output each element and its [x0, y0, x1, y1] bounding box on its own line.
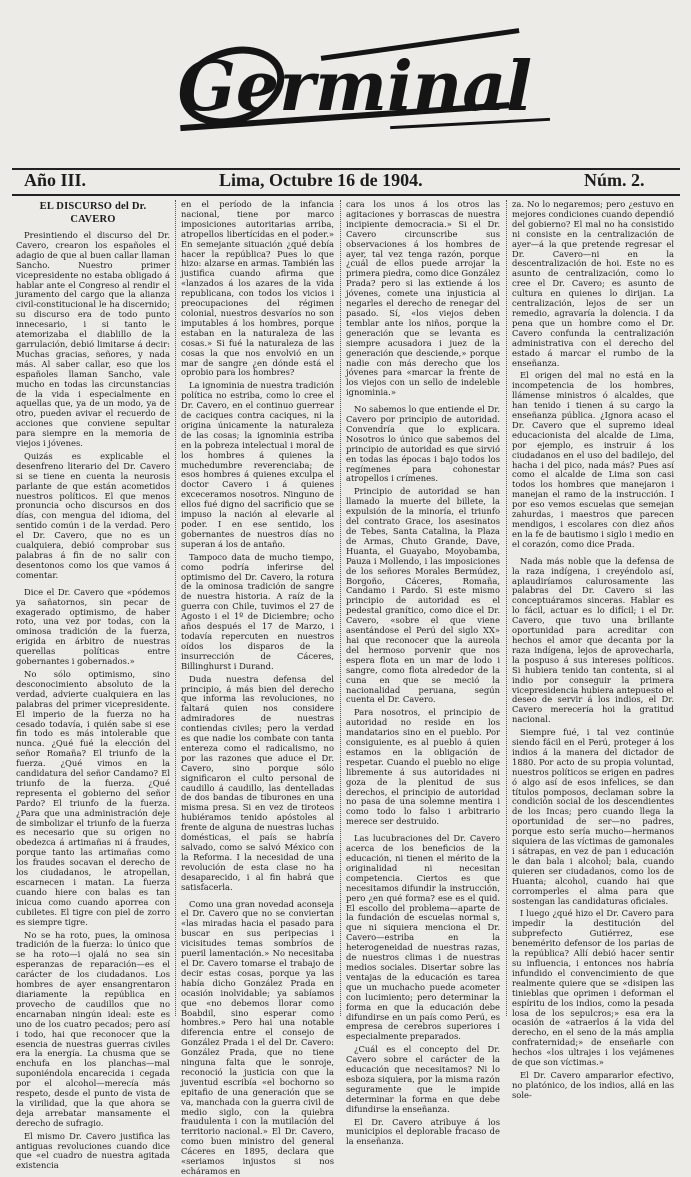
paragraph: Quizás es explicable el desenfreno literario del Dr. Cavero si se tiene en cuenta la neurosis parlante de que están acometidos nuestros políticos. El que menos pronuncia ocho discursos en dos días, con mengua del idioma, del sentido común i de la verdad. Pero el Dr. Cavero, que no es un cualquiera, debió comprobar sus palabras á fin de no salir con desentonos como los que vamos á comentar.: [16, 450, 170, 580]
paragraph: No sólo optimismo, sino desconocimiento absoluto de la verdad, advierte cualquiera en las palabras del primer vicepresidente. El imperio de la fuerza no ha cesado todavía, i quién sabe si ese fin todo es más intolerable que nunca. ¿Qué fué la elección del señor Romaña? El triunfo de la fuerza. ¿Qué vimos en la candidatura del señor Candamo? El triunfo de la fuerza. ¿Qué representa el gobierno del señor Pardo? El triunfo de la fuerza. ¿Para que una administración deje de simbolizar el triunfo de la fuerza es necesario que su origen no obedezca á artimañas ni á fraudes, porque tanto las artimañas como los fraudes socavan el derecho de los ciudadanos, le atropellan, escarnecen i matan. La fuerza cuando hiere con balas es tan inicua como cuando aporrea con cubiletes. El tigre con piel de zorro es siempre tigre.: [16, 668, 170, 927]
issue-number: Núm. 2.: [584, 170, 645, 190]
column-separator: [340, 200, 341, 1016]
paragraph: Duda nuestra defensa del principio, á más bien del derecho que informa las revoluciones, no faltará quien nos considere admiradores de nuestras contiendas civiles; pero la verdad es que nadie los combate con tanta entereza como el radicalismo, no por las razones que aduce el Dr. Cavero, sino porque sólo significaron el culto personal de caudillo á caudillo, las dentelladas de dos bandas de tiburones en una misma presa. Si en vez de tiroteos hubiéramos tenido apóstoles al frente de alguna de nuestras luchas domésticas, el país se habría salvado, como se salvó México con la Reforma. I la necesidad de una revolución de esta clase no ha desaparecido, i al fin habrá que satisfacerla.: [181, 673, 334, 892]
paragraph: Tampoco data de mucho tiempo, como podría inferirse del optimismo del Dr. Cavero, la rotura de la ominosa tradición de sangre de nuestra historia. A raíz de la guerra con Chile, tuvimos el 27 de Agosto i el 1º de Diciembre; ocho años después el 17 de Marzo, i todavía repercuten en nuestros oídos los disparos de la insurrección de Cáceres, Billinghurst i Durand.: [181, 551, 334, 671]
paragraph: Dice el Dr. Cavero que «pódemos ya sañatornos, sin pecar de exagerado optimismo, de haber roto, una vez por todas, con la ominosa tradición de la fuerza, erigida en árbitro de nuestras querellas políticas entre gobernantes i gobernados.»: [16, 586, 170, 667]
column-separator: [506, 200, 507, 1016]
paragraph: Nada más noble que la defensa de la raza indígena, i creyéndolo así, aplaudiríamos calurosamente las palabras del Dr. Cavero si las conceptuáramos sinceras. Hablar es lo fácil, actuar es lo difícil; i el Dr. Cavero, que tuvo una brillante oportunidad para acreditar con hechos el amor que decanta por la raza indígena, lejos de aprovecharla, la pospuso á sus intereses políticos. Si hubiera tenido tan contenta, si al indio por conseguir la primera vicepresidencia hubiera antepuesto el deseo de servir á los indios, el Dr. Cavero merecería hoi la gratitud nacional.: [512, 555, 674, 725]
paragraph: I luego ¿qué hizo el Dr. Cavero para impedir la destitución del subprefecto Gutiérrez, ese benemérito defensor de los parias de la república? Allí debió hacer sentir su influencia, i entonces nos habría infundido el convencimiento de que realmente quiere que se «disipen las tinieblas que oprimen i deforman el espíritu de los indios, como la pesada losa de los sepulcros;» esa era la ocasión de «atraerlos á la vida del derecho, en el seno de la más amplia confraternidad;» de enseñarle con hechos «los ultrajes i los vejámenes de que son víctimas.»: [512, 908, 674, 1068]
article-column-4: [512, 199, 674, 1100]
dateline: [14, 170, 678, 194]
article-column-2: [181, 199, 334, 1176]
paragraph: Para nosotros, el principio de autoridad no reside en los mandatarios sino en el pueblo. Por consiguiente, es al pueblo á quien estamos en la obligación de respetar. Cuando el pueblo no elige libremente á sus autoridades ni goza de la plenitud de sus derechos, el principio de autoridad no pasa de una solemne mentira i como todo lo falso i arbitrario merece ser destruido.: [346, 707, 500, 827]
article-column-3: [346, 199, 500, 1147]
paragraph: Siempre fué, i tal vez continúe siendo fácil en el Perú, proteger á los indios á la manera del dictador de 1880. Por acto de su propia voluntad, nuestros políticos se erigen en padres ó algo así de esos infelices, se dan títulos pomposos, declaman sobre la condición social de los descendientes de los Incas; pero cuando llega la oportunidad de ser—no padres, porque esto sería mucho—hermanos siquiera de las víctimas de gamonales i sátrapas, en vez de pan i educación le dan bala i alcohol; bala, cuando quieren ser ciudadanos, como los de Huanta; alcohol, cuando hai que corromperles el alma para que sostengan las candidaturas oficiales.: [512, 727, 674, 906]
masthead-title: Germinal: [177, 47, 533, 127]
paragraph: El Dr. Cavero atribuye á los municipios el deplorable fracaso de la enseñanza.: [346, 1116, 500, 1147]
paragraph: za. No lo negaremos; pero ¿estuvo en mejores condiciones cuando dependió del gobierno? El mal no ha consistido ni consiste en la centralización de ayer—á la que pretende regresar el Dr. Cavero—ni en la descentralización de hoi. Este no es asunto de centralización, como lo cree el Dr. Cavero; es asunto de cultura en quienes lo dirijan. La centralización, lejos de ser un remedio, agravaría la dolencia. I da pena que un hombre como el Dr. Cavero confunda la centralización administrativa con el derecho del estado á marcar el rumbo de la enseñanza.: [512, 199, 674, 368]
header-rule-bottom: [12, 194, 680, 196]
article-column-1: [16, 200, 170, 1171]
paragraph: Presintiendo el discurso del Dr. Cavero, crearon los españoles el adagio de que al buen callar llaman Sancho. Nuestro primer vicepresidente no estaba obligado á hablar ante el Congreso al rendir el juramento del cargo que la alianza civil-constitucional le ha discernido; su discurso era de todo punto innecesario, i si tanto le atemorizaba el diablillo de la garrulación, debió limitarse á decir: Muchas gracias, señores, y nada más. Al saber callar, eso que los españoles llaman Sancho, vale mucho en todas las circunstancias de la vida i especialmente en aquellas que, ya de un modo, ya de otro, pueden avivar el recuerdo de acciones que conviene sepultar para siempre en la memoria de viejos i jóvenes.: [16, 230, 170, 449]
paragraph: cara los unos á los otros las agitaciones y borrascas de nuestra incipiente democracia.» Si el Dr. Cavero circunscribe sus observaciones á los hombres de ayer, tal vez tenga razón, porque ¿cuál de ellos puede arrojar la primera piedra, como dice González Prada? pero si las extiende á los jóvenes, comete una injusticia al negarles el derecho de renegar del pasado. Sí, «los viejos deben temblar ante los niños, porque la generación que se levanta es siempre acusadora i juez de la generación que desciende,» porque nadie con más derecho que los jóvenes para «marcar la frente de los viejos con un sello de indeleble ignominia.»: [346, 199, 500, 398]
paragraph: La ignominia de nuestra tradición política no estriba, como lo cree el Dr. Cavero, en el continuo guerrear de caciques contra caciques, ni la origina únicamente la naturaleza de las cosas; la ignominia estriba en la pobreza intelectual i moral de los hombres á quienes la muchedumbre reverenciaba; de esos hombres á quienes exculpa el doctor Cavero i á quienes exceceramos nosotros. Ninguno de ellos fué digno del sacrificio que se impuso la nación al elevarle al poder. I en ese sentido, los gobernantes de nuestros días no superan á los de antaño.: [181, 380, 334, 549]
paragraph: El mismo Dr. Cavero justifica las antiguas revoluciones cuando dice que «el cuadro de nuestra agitada existencia: [16, 1130, 170, 1171]
paragraph: El Dr. Cavero ampararlor efectivo, no platónico, de los indios, allá en las sole-: [512, 1069, 674, 1100]
volume-label: Año III.: [24, 170, 87, 190]
column-separator: [175, 200, 176, 1016]
paragraph: Principio de autoridad se han llamado la muerte del billete, la expulsión de la minoría, el triunfo del contrato Grace, los asesinatos de Tebes, Santa Catalina, la Plaza de Armas, Chuto Grande, Dave, Huanta, el Guayabo, Moyobamba, Pauza i Mollendo, i las imposiciones de los señores Morales Bermúdez, Borgoño, Cáceres, Romaña, Candamo i Pardo. Si este mismo principio de autoridad es el pedestal granítico, como dice el Dr. Cavero, «sobre el que viene asentándose el Perú del siglo XX» hai que reconocer que la aureola del hermoso porvenir que nos espera flota en un mar de lodo i sangre, como flota alrededor de la cuna en que se meció la nacionalidad peruana, según cuenta el Dr. Cavero.: [346, 486, 500, 705]
paragraph: No sabemos lo que entiende el Dr. Cavero por principio de autoridad. Convendría que lo explicara. Nosotros lo único que sabemos del principio de autoridad es que sirvió en todas las épocas i bajo todos los regímenes para cohonestar atropellos i crímenes.: [346, 404, 500, 484]
issue-date: Lima, Octubre 16 de 1904.: [219, 170, 423, 190]
article-heading: EL DISCURSO del Dr. CAVERO: [39, 201, 147, 225]
paragraph: ¿Cuál es el concepto del Dr. Cavero sobre el carácter de la educación que necesitamos? Ni lo esboza siquiera, por la misma razón seguramente que le impide determinar la forma en que debe difundirse la enseñanza.: [346, 1044, 500, 1114]
paragraph: No se ha roto, pues, la ominosa tradición de la fuerza: lo único que se ha roto—i ojalá no sea sin esperanzas de reparación—es el carácter de los ciudadanos. Los hombres de ayer ensangrentaron diariamente la república en provecho de caudillos que no encarnaban ningún ideal: este es uno de los cuatro pecados; pero así i todo, hai que reconocer que la esencia de nuestras guerras civiles era la energía. La chusma que se enchufa en los planchas—mal suponiéndola encarecida i cegada por el alcohol—merecía más respeto, desde el punto de vista de la virilidad, que la que ahora se deja arrebatar mansamente el derecho de sufragio.: [16, 929, 170, 1128]
paragraph: El origen del mal no está en la incompetencia de los hombres, llámense ministros ó alcaldes, que han tenido i tienen á su cargo la enseñanza pública. ¿Ignora acaso el Dr. Cavero que el supremo ideal educacionista del alcalde de Lima, por ejemplo, es instruir á los ciudadanos en el uso del badilejo, del hacha i del pico, nada más? Pues así como el alcalde de Lima son casi todos los hombres que manejaron i manejan el ramo de la instrucción. I por eso vemos escuelas que semejan zahurdas, i maestros que parecen mendigos, i escolares con diez años en la fe de bautismo i siglo i medio en el corazón, como dice Prada.: [512, 370, 674, 549]
masthead-logo: [140, 22, 570, 152]
paragraph: Las lucubraciones del Dr. Cavero acerca de los beneficios de la educación, ni tienen el mérito de la originalidad ni necesitan competencia. Ciertos es que necesitamos difundir la instrucción, pero ¿en qué forma? ese es el quid. El escollo del problema—aparte de la fundación de escuelas normal s, que ni siquiera menciona el Dr. Cavero—estriba en la heterogeneidad de nuestras razas, de nuestros climas i de nuestras medios sociales. Disertar sobre las ventajas de la educación es tarea que un muchacho puede acometer con lucimiento; pero determinar la forma en que la educación debe difundirse en un país como Perú, es empresa de cerebros superiores i especialmente preparados.: [346, 833, 500, 1042]
paragraph: Como una gran novedad aconseja el Dr. Cavero que no se conviertan «las miradas hacia el pasado para buscar en sus peripecias i vicisitudes temas sombríos de pueril lamentación.» No necesitaba el Dr. Cavero tomarse el trabajo de decir estas cosas, porque ya las había dicho González Prada en ocasión inolvidable; ya sabíamos que «no debemos llorar como Boabdil, sino esperar como hombres.» Pero hai una notable diferencia entre el consejo de González Prada i el del Dr. Cavero: González Prada, que no tiene ninguna falta que le sonroje, reconoció la justicia con que la juventud escribía «el bochorno so epitafio de una generación que se va, manchada con la guerra civil de medio siglo, con la quiebra fraudulenta i con la mutilación del territorio nacional.» El Dr. Cavero, como buen ministro del general Cáceres en 1895, declara que «seriamos injustos si nos echáramos en: [181, 898, 334, 1176]
paragraph: en el período de la infancia nacional, tiene por marco imposiciones autoritarias arriba, atropellos libertícidas en el poder.» En semejante situación ¿qué debía hacer la república? Pues lo que hizo: alzarse en armas. También las justifica cuando afirma que «lanzados á los azares de la vida republicana, con todos los vicios i preocupaciones del régimen colonial, nuestros desvaríos no son imputables á los hombres, porque estaban en la naturaleza de las cosas.» Si fué la naturaleza de las cosas la que nos envolvió en un mar de sangre ¿en dónde está el oprobio para los hombres?: [181, 199, 334, 378]
